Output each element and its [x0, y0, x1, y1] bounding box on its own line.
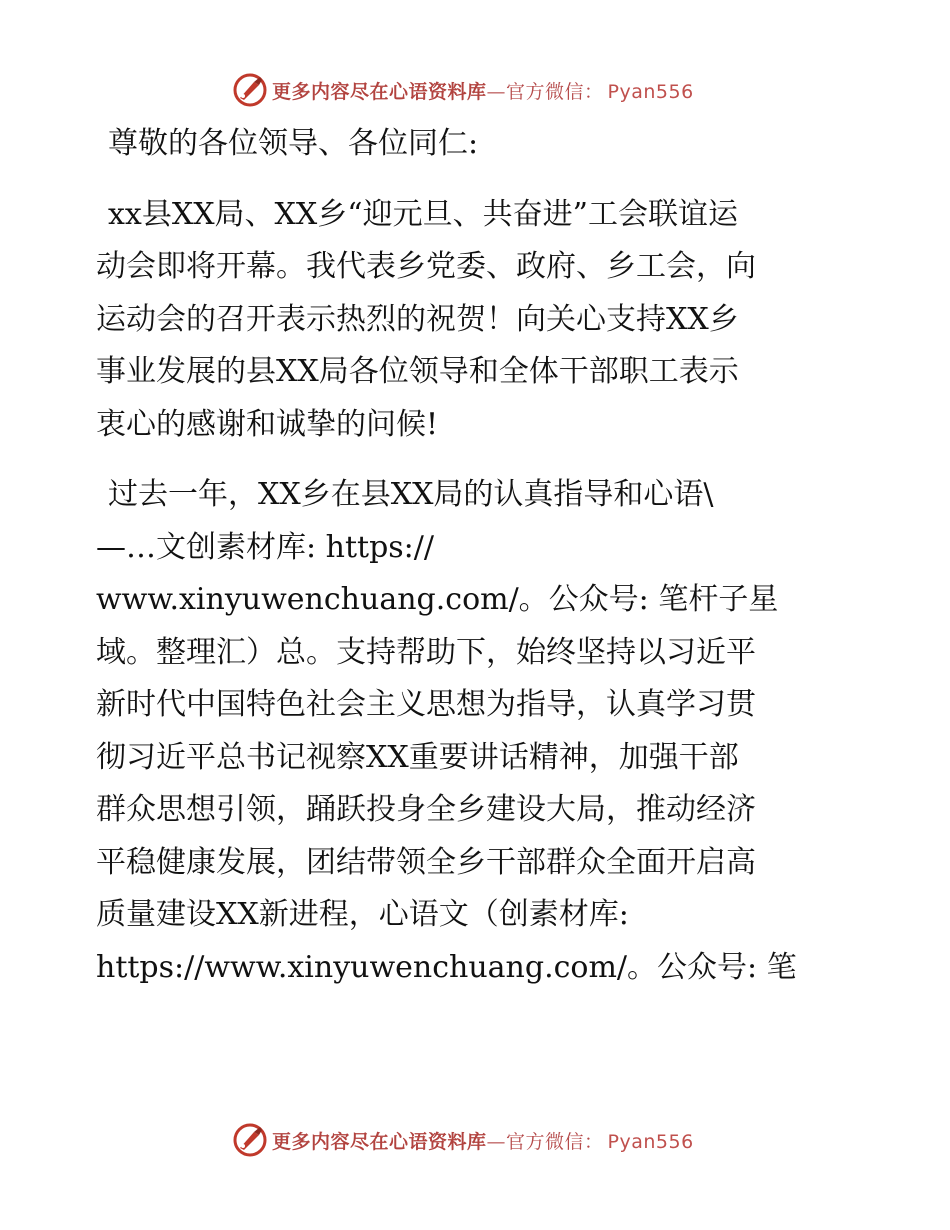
- watermark-label: 官方微信：: [506, 80, 604, 103]
- paragraph-line: www.xinyuwenchuang.com/。公众号: 笔杆子星: [96, 582, 779, 617]
- quill-logo-icon: [232, 72, 268, 108]
- quill-logo-icon: [232, 1122, 268, 1158]
- paragraph-line: 域。整理汇）总。支持帮助下，始终坚持以习近平: [96, 634, 756, 670]
- paragraph: [96, 189, 856, 452]
- paragraph-line: 运动会的召开表示热烈的祝贺！向关心支持XX乡: [96, 301, 739, 337]
- paragraph-line: 事业发展的县XX局各位领导和全体干部职工表示: [96, 354, 739, 389]
- paragraph-line: —…文创素材库: https://: [96, 529, 434, 565]
- footer-watermark: [232, 1120, 732, 1160]
- paragraph-line: xx县XX局、XX乡“迎元旦、共奋进”工会联谊运: [108, 196, 738, 232]
- paragraph-line: https://www.xinyuwenchuang.com/。公众号: 笔: [96, 949, 797, 985]
- paragraph-line: 质量建设XX新进程，心语文（创素材库:: [96, 897, 629, 932]
- watermark-wechat-id: Pyan556: [607, 1130, 694, 1153]
- paragraph-line: 平稳健康发展，团结带领全乡干部群众全面开启高: [96, 844, 756, 880]
- paragraph-line: 衷心的感谢和诚挚的问候!: [96, 406, 439, 442]
- watermark-text: [272, 1127, 694, 1154]
- watermark-label: 官方微信：: [506, 1130, 604, 1153]
- paragraph-line: 动会即将开幕。我代表乡党委、政府、乡工会，向: [96, 249, 756, 284]
- watermark-main-text: 更多内容尽在心语资料库: [272, 1130, 487, 1153]
- document-body: [96, 118, 856, 1012]
- watermark-main-text: 更多内容尽在心语资料库: [272, 80, 487, 103]
- watermark-text: [272, 77, 694, 104]
- paragraph-line: 群众思想引领，踊跃投身全乡建设大局，推动经济: [96, 792, 756, 827]
- watermark-separator: —: [486, 80, 507, 103]
- header-watermark: [232, 70, 732, 110]
- watermark-separator: —: [486, 1130, 507, 1153]
- paragraph-line: 彻习近平总书记视察XX重要讲话精神，加强干部: [96, 739, 739, 775]
- greeting: 尊敬的各位领导、各位同仁:: [108, 126, 479, 161]
- paragraph-line: 过去一年，XX乡在县XX局的认真指导和心语\: [108, 477, 714, 512]
- paragraph: [96, 469, 856, 994]
- paragraph-line: 新时代中国特色社会主义思想为指导，认真学习贯: [96, 687, 756, 722]
- watermark-wechat-id: Pyan556: [607, 80, 694, 103]
- paragraph-list: [96, 189, 856, 995]
